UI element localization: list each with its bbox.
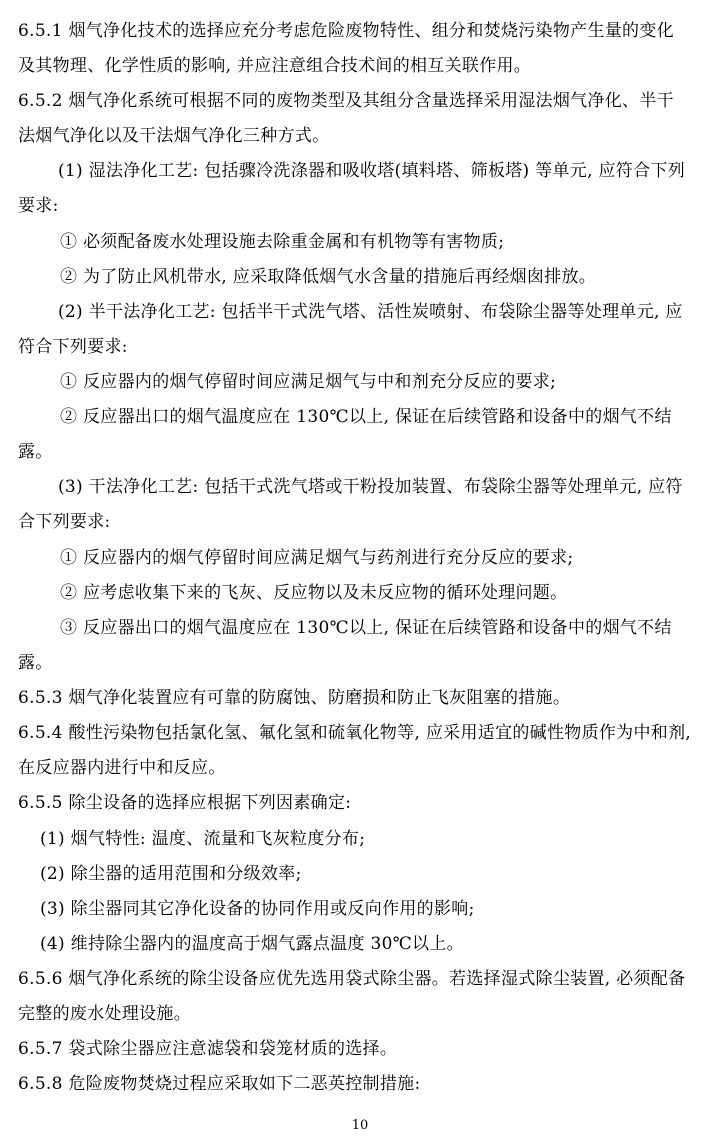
dust-removal-factor-1: (1) 烟气特性: 温度、流量和飞灰粒度分布; [40, 829, 366, 849]
dry-process-item-3-line-1: ③ 反应器出口的烟气温度应在 130℃以上, 保证在后续管路和设备中的烟气不结 [60, 618, 672, 638]
clause-6-5-4-line-2: 在反应器内进行中和反应。 [18, 758, 226, 778]
dry-process-heading-line-2: 合下列要求: [18, 512, 111, 532]
dust-removal-factor-4: (4) 维持除尘器内的温度高于烟气露点温度 30℃以上。 [40, 934, 464, 954]
wet-process-item-2: ② 为了防止风机带水, 应采取降低烟气水含量的措施后再经烟囱排放。 [60, 267, 597, 287]
clause-6-5-1-line-1: 6.5.1 烟气净化技术的选择应充分考虑危险废物特性、组分和焚烧污染物产生量的变化 [18, 21, 674, 41]
clause-6-5-7: 6.5.7 袋式除尘器应注意滤袋和袋笼材质的选择。 [18, 1039, 398, 1059]
clause-6-5-2-line-1: 6.5.2 烟气净化系统可根据不同的废物类型及其组分含量选择采用湿法烟气净化、半干 [18, 91, 674, 111]
semi-dry-process-heading-line-1: (2) 半干法净化工艺: 包括半干式洗气塔、活性炭喷射、布袋除尘器等处理单元, 应 [58, 302, 683, 322]
semi-dry-process-heading-line-2: 符合下列要求: [18, 337, 128, 357]
dry-process-item-3-line-2: 露。 [18, 653, 53, 673]
semi-dry-process-item-1: ① 反应器内的烟气停留时间应满足烟气与中和剂充分反应的要求; [60, 372, 557, 392]
clause-6-5-8: 6.5.8 危险废物焚烧过程应采取如下二恶英控制措施: [18, 1074, 421, 1094]
wet-process-item-1: ① 必须配备废水处理设施去除重金属和有机物等有害物质; [60, 232, 505, 252]
clause-6-5-6-line-1: 6.5.6 烟气净化系统的除尘设备应优先选用袋式除尘器。若选择湿式除尘装置, 必须配备 [18, 969, 686, 989]
clause-6-5-5: 6.5.5 除尘设备的选择应根据下列因素确定: [18, 793, 352, 813]
semi-dry-process-item-2-line-2: 露。 [18, 442, 53, 462]
dust-removal-factor-3: (3) 除尘器同其它净化设备的协同作用或反向作用的影响; [40, 899, 475, 919]
semi-dry-process-item-2-line-1: ② 反应器出口的烟气温度应在 130℃以上, 保证在后续管路和设备中的烟气不结 [60, 407, 672, 427]
clause-6-5-1-line-2: 及其物理、化学性质的影响, 并应注意组合技术间的相互关联作用。 [18, 56, 532, 76]
dry-process-item-1: ① 反应器内的烟气停留时间应满足烟气与药剂进行充分反应的要求; [60, 548, 574, 568]
page-number: 10 [351, 1118, 369, 1133]
clause-6-5-6-line-2: 完整的废水处理设施。 [18, 1004, 191, 1024]
clause-6-5-4-line-1: 6.5.4 酸性污染物包括氯化氢、氟化氢和硫氧化物等, 应采用适宜的碱性物质作为中和剂, [18, 723, 692, 743]
dry-process-item-2: ② 应考虑收集下来的飞灰、反应物以及未反应物的循环处理问题。 [60, 583, 568, 603]
wet-process-heading-line-1: (1) 湿法净化工艺: 包括骤冷洗涤器和吸收塔(填料塔、筛板塔) 等单元, 应符合下列 [58, 161, 685, 181]
dry-process-heading-line-1: (3) 干法净化工艺: 包括干式洗气塔或干粉投加装置、布袋除尘器等处理单元, 应符 [58, 477, 683, 497]
wet-process-heading-line-2: 要求: [18, 196, 59, 216]
clause-6-5-2-line-2: 法烟气净化以及干法烟气净化三种方式。 [18, 126, 330, 146]
clause-6-5-3: 6.5.3 烟气净化装置应有可靠的防腐蚀、防磨损和防止飞灰阻塞的措施。 [18, 688, 571, 708]
dust-removal-factor-2: (2) 除尘器的适用范围和分级效率; [40, 864, 302, 884]
